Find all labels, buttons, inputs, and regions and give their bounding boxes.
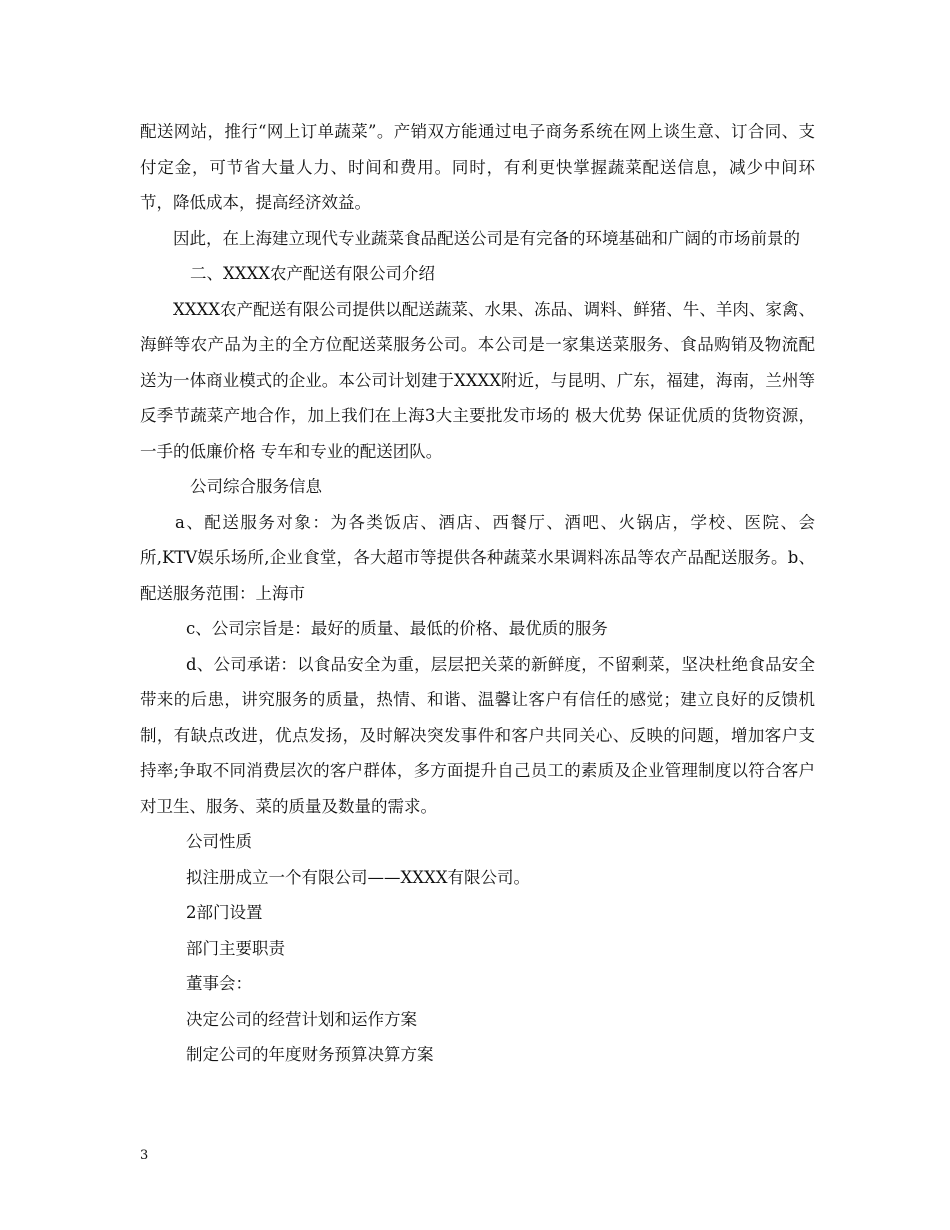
- subheading-department-duties: 部门主要职责: [186, 938, 285, 958]
- document-body: [140, 114, 815, 1073]
- subheading-service-info: 公司综合服务信息: [190, 477, 322, 496]
- paragraph-service-target: a、配送服务对象：为各类饭店、酒店、西餐厅、酒吧、火锅店，学校、医院、会所,KTV娱乐场所,企业食堂，各大超市等提供各种蔬菜水果调料冻品等农产品配送服务。b、配送服务范围：上海市: [140, 512, 815, 603]
- paragraph-company-tenet: c、公司宗旨是：最好的质量、最低的价格、最优质的服务: [186, 619, 608, 638]
- page-number: 3: [140, 1148, 149, 1163]
- section-heading-company-intro: 二、XXXX农产配送有限公司介绍: [190, 264, 435, 283]
- paragraph-company-intro: XXXX农产配送有限公司提供以配送蔬菜、水果、冻品、调料、鲜猪、牛、羊肉、家禽、海鲜等农产品为主的全方位配送菜服务公司。本公司是一家集送菜服务、食品购销及物流配送为一体商业模式的企业。本公司计划建于XXXX附近，与昆明、广东，福建，海南，兰州等反季节蔬菜产地合作，加上我们在上海3大主要批发市场的 极大优势 保证优质的货物资源，一手的低廉价格 专车和专业的配送团队。: [140, 299, 815, 461]
- paragraph-company-registration: 拟注册成立一个有限公司——XXXX有限公司。: [186, 867, 530, 887]
- subheading-department-setup: 2部门设置: [186, 903, 263, 922]
- paragraph-intro-continued: 配送网站，推行“网上订单蔬菜”。产销双方能通过电子商务系统在网上谈生意、订合同、支付定金，可节省大量人力、时间和费用。同时，有利更快掌握蔬菜配送信息，减少中间环节，降低成本，提高经济效益。: [140, 122, 815, 212]
- subheading-board: 董事会：: [186, 974, 252, 993]
- paragraph-company-promise: d、公司承诺：以食品安全为重，层层把关菜的新鲜度，不留剩菜，坚决杜绝食品安全带来的后患，讲究服务的质量，热情、和谐、温馨让客户有信任的感觉；建立良好的反馈机制，有缺点改进，优点发扬，及时解决突发事件和客户共同关心、反映的问题，增加客户支持率;争取不同消费层次的客户群体，多方面提升自己员工的素质及企业管理制度以符合客户对卫生、服务、菜的质量及数量的需求。: [140, 654, 815, 816]
- subheading-company-nature: 公司性质: [186, 832, 252, 851]
- paragraph-market-prospect: 因此，在上海建立现代专业蔬菜食品配送公司是有完备的环境基础和广阔的市场前景的: [173, 228, 800, 248]
- list-item-board-duty-budget: 制定公司的年度财务预算决算方案: [186, 1045, 434, 1064]
- list-item-board-duty-plan: 决定公司的经营计划和运作方案: [186, 1009, 417, 1029]
